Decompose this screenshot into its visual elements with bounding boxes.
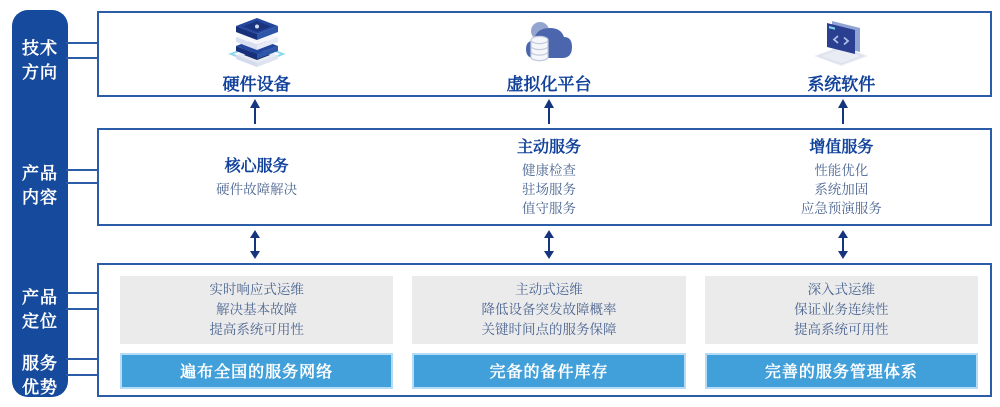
sidebar-label-product-content [12,162,68,210]
sidebar-label-line: 定位 [22,312,58,331]
connector-line [66,57,99,59]
service-heading: 主动服务 [516,138,581,156]
sidebar-label-line: 方向 [22,63,58,82]
sidebar-label-line: 产品 [22,164,58,183]
position-line: 关键时间点的服务保障 [481,321,617,337]
position-line: 提高系统可用性 [209,321,304,337]
software-window-icon [812,16,870,68]
up-arrow [248,99,262,125]
service-heading: 增值服务 [809,138,874,156]
connector-line [66,308,99,310]
cloud-database-icon [520,16,578,68]
service-item: 应急预演服务 [800,200,882,216]
service-item: 值守服务 [521,200,576,216]
tech-item-label: 硬件设备 [222,74,291,94]
position-line: 保证业务连续性 [794,301,889,317]
connector-line [66,292,99,294]
tech-direction-box [97,11,992,97]
position-column-deep [705,276,978,389]
connector-line [66,42,99,44]
position-line: 提高系统可用性 [794,321,889,337]
service-item: 系统加固 [814,181,869,197]
service-column-core [120,134,393,220]
position-panel [412,276,685,344]
service-column-value-added [705,134,978,220]
sidebar-label-line: 技术 [22,39,58,58]
sidebar-label-tech-direction [12,37,68,85]
advantage-banner: 遍布全国的服务网络 [120,353,393,389]
tech-item-label: 系统软件 [807,74,876,94]
tech-item-system-software [705,19,978,94]
position-column-proactive [412,276,685,389]
double-arrow [836,230,850,259]
product-position-box [97,263,992,397]
connector-line [66,182,99,184]
connector-line [66,374,99,376]
connector-line [66,169,99,171]
sidebar-label-line: 服务 [22,354,58,373]
position-column-realtime [120,276,393,389]
advantage-banner: 完善的服务管理体系 [705,353,978,389]
position-line: 主动式运维 [515,281,583,297]
sidebar-label-line: 产品 [22,288,58,307]
tech-item-virtualization [412,19,685,94]
product-content-box [97,128,992,226]
sidebar [12,10,68,397]
double-arrow [248,230,262,259]
service-item: 驻场服务 [521,181,576,197]
sidebar-label-line: 内容 [22,188,58,207]
server-stack-icon [228,16,286,68]
position-panel [120,276,393,344]
position-line: 降低设备突发故障概率 [481,301,617,317]
service-item: 健康检查 [521,162,576,178]
sidebar-label-product-position [12,286,68,334]
up-arrow [836,99,850,125]
service-item: 性能优化 [814,162,869,178]
connector-line [66,358,99,360]
double-arrow [542,230,556,259]
position-line: 深入式运维 [807,281,876,297]
advantage-banner: 完备的备件库存 [412,353,685,389]
tech-item-hardware [120,19,393,94]
up-arrow [542,99,556,125]
service-item: 硬件故障解决 [216,181,298,197]
sidebar-label-line: 优势 [22,378,58,397]
position-line: 解决基本故障 [216,301,298,317]
sidebar-label-service-advantage [12,352,68,400]
service-column-proactive [412,134,685,220]
service-heading: 核心服务 [224,157,289,175]
position-line: 实时响应式运维 [209,281,304,297]
position-panel [705,276,978,344]
tech-item-label: 虚拟化平台 [506,74,592,94]
